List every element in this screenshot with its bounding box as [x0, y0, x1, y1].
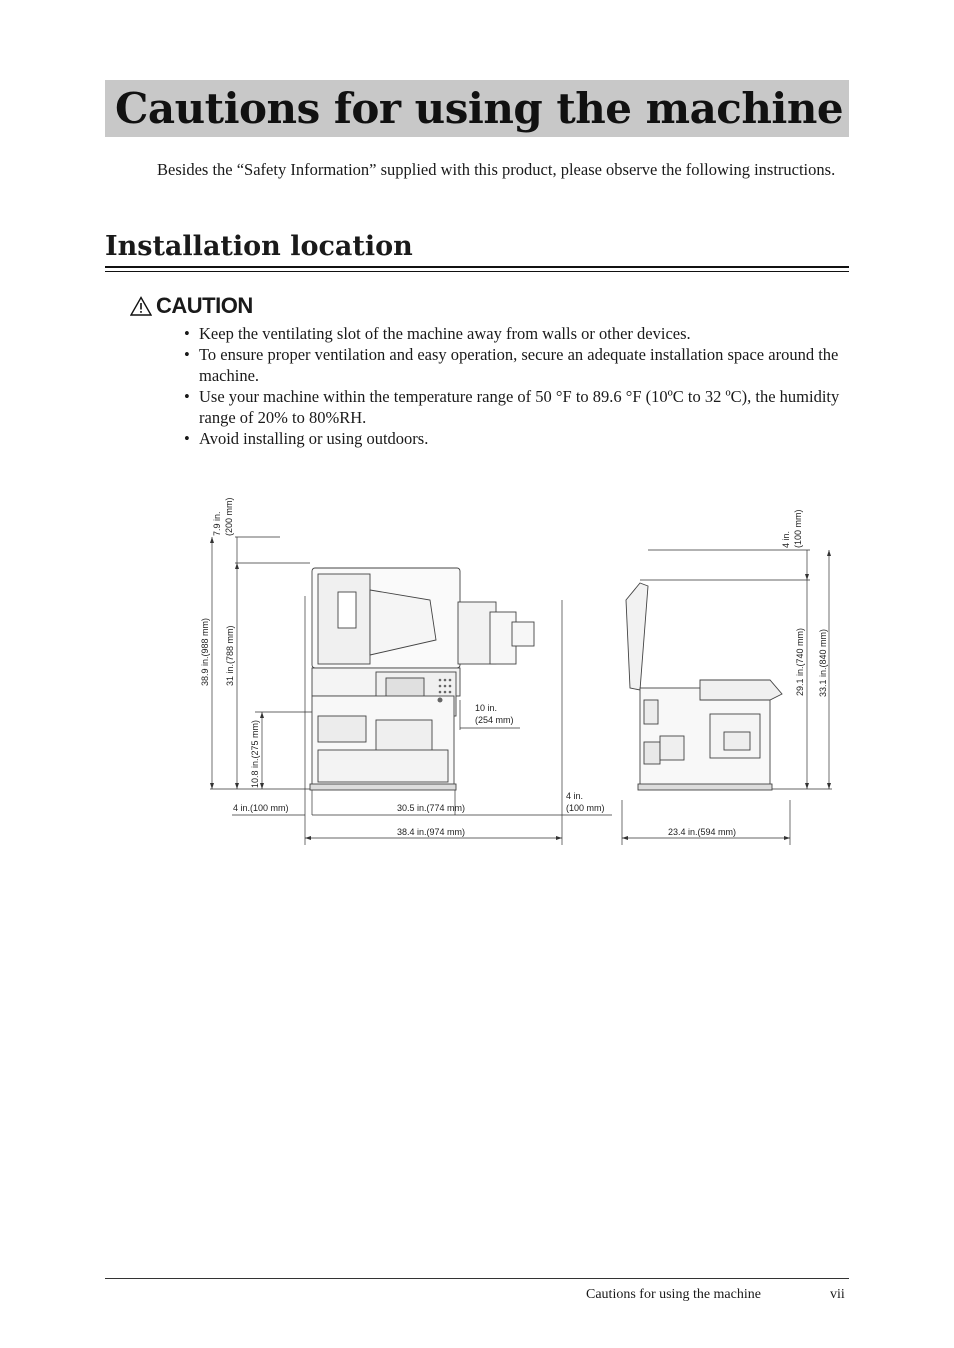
list-item: • Keep the ventilating slot of the machine away from walls or other devices.	[184, 324, 691, 343]
dim-top-clearance-side-mm: (100 mm)	[793, 509, 803, 548]
side-view-machine	[626, 583, 782, 790]
section-rule-thin	[105, 271, 849, 272]
dim-total-width: 38.4 in.(974 mm)	[397, 827, 466, 837]
dim-total-height-side: 33.1 in.(840 mm)	[818, 628, 828, 697]
installation-space-diagram	[195, 480, 845, 850]
footer-title: Cautions for using the machine	[586, 1287, 761, 1302]
list-item: • Use your machine within the temperature range of 50 °F to 89.6 °F (10ºC to 32 ºC), the humidity range of 20% to 80%RH.	[184, 387, 840, 427]
front-view-machine	[310, 568, 534, 790]
dim-body-height-front: 31 in.(788 mm)	[225, 625, 235, 686]
list-item: • To ensure proper ventilation and easy operation, secure an adequate installation space around the machine.	[184, 345, 839, 385]
section-title: Installation location	[105, 231, 413, 262]
warning-triangle-icon	[130, 296, 152, 316]
list-item: • Avoid installing or using outdoors.	[184, 429, 429, 448]
caution-label: CAUTION	[156, 293, 253, 318]
dim-top-clearance-front: 7.9 in.	[212, 511, 222, 536]
title-bar	[105, 80, 849, 137]
dim-top-clearance-front-mm: (200 mm)	[224, 497, 234, 536]
dim-body-height-side: 29.1 in.(740 mm)	[795, 627, 805, 696]
intro-paragraph: Besides the “Safety Information” supplied with this product, please observe the following instructions.	[157, 160, 836, 179]
page-number: vii	[830, 1287, 845, 1302]
dim-body-width: 30.5 in.(774 mm)	[397, 803, 466, 813]
dim-right-clearance: 4 in.	[566, 791, 584, 801]
caution-heading	[130, 292, 253, 320]
dim-left-clearance: 4 in.(100 mm)	[233, 803, 289, 813]
dim-tray-extension: 10 in.	[475, 703, 498, 713]
dim-side-depth: 23.4 in.(594 mm)	[668, 827, 737, 837]
dim-lower-height-front: 10.8 in.(275 mm)	[250, 719, 260, 788]
dim-right-clearance-mm: (100 mm)	[566, 803, 605, 813]
caution-list	[184, 323, 844, 449]
dim-tray-extension-mm: (254 mm)	[475, 715, 514, 725]
footer-rule	[105, 1278, 849, 1279]
page-title: Cautions for using the machine	[115, 84, 844, 133]
dim-total-height-front: 38.9 in.(988 mm)	[200, 617, 210, 686]
section-rule-thick	[105, 266, 849, 268]
dim-top-clearance-side: 4 in.	[781, 530, 791, 548]
